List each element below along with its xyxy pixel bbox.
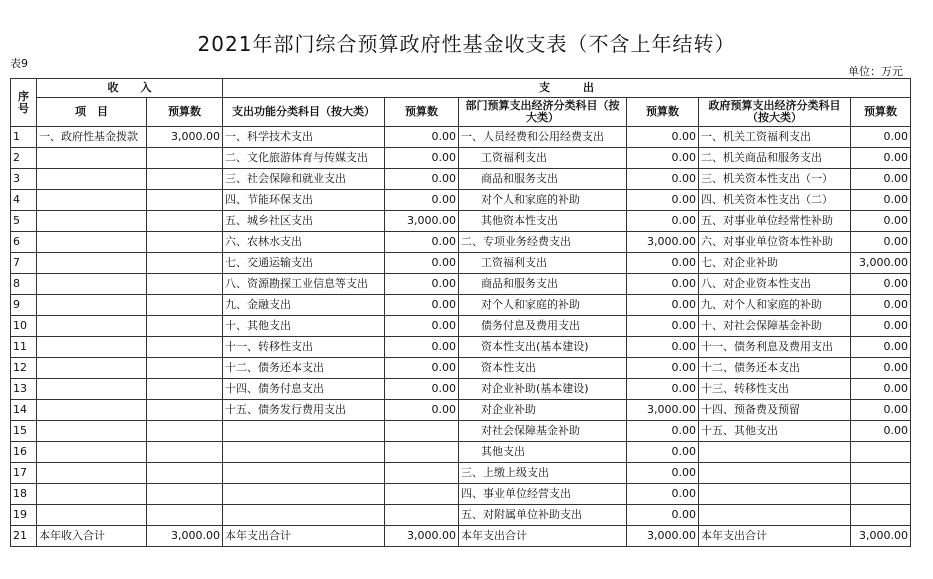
dept-amount: 0.00 — [627, 148, 699, 169]
income-item — [37, 442, 147, 463]
income-amount — [147, 400, 223, 421]
income-amount: 3,000.00 — [147, 526, 223, 547]
dept-item: 商品和服务支出 — [459, 274, 627, 295]
dept-amount: 0.00 — [627, 421, 699, 442]
income-amount — [147, 421, 223, 442]
header-func-class: 支出功能分类科目（按大类） — [223, 98, 385, 127]
dept-amount: 0.00 — [627, 463, 699, 484]
table-row — [11, 190, 911, 211]
dept-item: 五、对附属单位补助支出 — [459, 505, 627, 526]
func-amount: 0.00 — [385, 316, 459, 337]
row-seq: 6 — [11, 232, 37, 253]
income-amount — [147, 379, 223, 400]
func-item: 七、交通运输支出 — [223, 253, 385, 274]
gov-amount: 0.00 — [851, 421, 911, 442]
gov-amount: 3,000.00 — [851, 526, 911, 547]
income-amount — [147, 442, 223, 463]
func-item: 六、农林水支出 — [223, 232, 385, 253]
header-income-budget: 预算数 — [147, 98, 223, 127]
table-row — [11, 358, 911, 379]
func-item: 四、节能环保支出 — [223, 190, 385, 211]
header-func-budget: 预算数 — [385, 98, 459, 127]
row-seq: 19 — [11, 505, 37, 526]
dept-item: 对社会保障基金补助 — [459, 421, 627, 442]
row-seq: 7 — [11, 253, 37, 274]
dept-amount: 0.00 — [627, 505, 699, 526]
gov-amount: 0.00 — [851, 295, 911, 316]
dept-item: 对个人和家庭的补助 — [459, 190, 627, 211]
dept-item: 商品和服务支出 — [459, 169, 627, 190]
income-amount — [147, 232, 223, 253]
func-amount: 0.00 — [385, 295, 459, 316]
gov-item: 五、对事业单位经常性补助 — [699, 211, 851, 232]
table-row — [11, 274, 911, 295]
income-item — [37, 190, 147, 211]
gov-item: 十三、转移性支出 — [699, 379, 851, 400]
gov-item: 七、对企业补助 — [699, 253, 851, 274]
gov-amount: 0.00 — [851, 358, 911, 379]
table-number: 表9 — [10, 57, 28, 70]
header-item: 项 目 — [37, 98, 147, 127]
table-row — [11, 442, 911, 463]
table-row — [11, 421, 911, 442]
gov-amount: 0.00 — [851, 127, 911, 148]
row-seq: 17 — [11, 463, 37, 484]
func-amount: 0.00 — [385, 253, 459, 274]
income-item — [37, 358, 147, 379]
income-item — [37, 337, 147, 358]
dept-amount: 3,000.00 — [627, 400, 699, 421]
income-amount — [147, 274, 223, 295]
table-row — [11, 316, 911, 337]
row-seq: 21 — [11, 526, 37, 547]
row-seq: 2 — [11, 148, 37, 169]
income-amount — [147, 484, 223, 505]
func-amount: 0.00 — [385, 358, 459, 379]
row-seq: 5 — [11, 211, 37, 232]
dept-item: 对企业补助 — [459, 400, 627, 421]
income-amount — [147, 253, 223, 274]
dept-amount: 0.00 — [627, 190, 699, 211]
row-seq: 8 — [11, 274, 37, 295]
func-amount — [385, 442, 459, 463]
dept-amount: 0.00 — [627, 484, 699, 505]
income-amount — [147, 358, 223, 379]
func-amount: 0.00 — [385, 169, 459, 190]
header-income: 收 入 — [37, 79, 223, 98]
gov-amount: 0.00 — [851, 211, 911, 232]
gov-amount: 0.00 — [851, 169, 911, 190]
dept-amount: 0.00 — [627, 211, 699, 232]
header-seq: 序号 — [11, 79, 37, 127]
row-seq: 1 — [11, 127, 37, 148]
table-row — [11, 295, 911, 316]
func-item: 一、科学技术支出 — [223, 127, 385, 148]
header-gov-budget: 预算数 — [851, 98, 911, 127]
func-amount: 0.00 — [385, 379, 459, 400]
income-item — [37, 169, 147, 190]
row-seq: 3 — [11, 169, 37, 190]
gov-item: 八、对企业资本性支出 — [699, 274, 851, 295]
gov-item — [699, 442, 851, 463]
func-item — [223, 421, 385, 442]
income-item — [37, 274, 147, 295]
table-row — [11, 379, 911, 400]
header-dept-budget: 预算数 — [627, 98, 699, 127]
table-row — [11, 463, 911, 484]
income-amount — [147, 463, 223, 484]
income-item — [37, 484, 147, 505]
row-seq: 11 — [11, 337, 37, 358]
func-item — [223, 505, 385, 526]
gov-item: 十五、其他支出 — [699, 421, 851, 442]
income-item — [37, 232, 147, 253]
income-item — [37, 463, 147, 484]
table-row — [11, 484, 911, 505]
func-item: 十五、债务发行费用支出 — [223, 400, 385, 421]
func-amount: 0.00 — [385, 148, 459, 169]
dept-amount: 0.00 — [627, 442, 699, 463]
table-row — [11, 169, 911, 190]
dept-item: 二、专项业务经费支出 — [459, 232, 627, 253]
dept-item: 其他资本性支出 — [459, 211, 627, 232]
func-amount — [385, 463, 459, 484]
func-item: 二、文化旅游体育与传媒支出 — [223, 148, 385, 169]
gov-item: 九、对个人和家庭的补助 — [699, 295, 851, 316]
func-item: 十二、债务还本支出 — [223, 358, 385, 379]
func-item — [223, 442, 385, 463]
gov-item: 十、对社会保障基金补助 — [699, 316, 851, 337]
row-seq: 9 — [11, 295, 37, 316]
gov-item — [699, 463, 851, 484]
func-item — [223, 463, 385, 484]
income-amount — [147, 505, 223, 526]
income-amount — [147, 190, 223, 211]
dept-amount: 3,000.00 — [627, 526, 699, 547]
income-item — [37, 295, 147, 316]
income-amount — [147, 169, 223, 190]
gov-item: 本年支出合计 — [699, 526, 851, 547]
gov-amount: 0.00 — [851, 274, 911, 295]
func-item: 本年支出合计 — [223, 526, 385, 547]
dept-item: 债务付息及费用支出 — [459, 316, 627, 337]
dept-item: 资本性支出 — [459, 358, 627, 379]
dept-amount: 0.00 — [627, 358, 699, 379]
dept-item: 一、人员经费和公用经费支出 — [459, 127, 627, 148]
dept-item: 其他支出 — [459, 442, 627, 463]
income-amount: 3,000.00 — [147, 127, 223, 148]
dept-amount: 0.00 — [627, 337, 699, 358]
unit-label: 单位：万元 — [848, 65, 903, 78]
row-seq: 12 — [11, 358, 37, 379]
dept-amount: 0.00 — [627, 127, 699, 148]
gov-item — [699, 484, 851, 505]
dept-amount: 0.00 — [627, 379, 699, 400]
income-item — [37, 421, 147, 442]
income-item — [37, 379, 147, 400]
table-row — [11, 400, 911, 421]
func-amount — [385, 505, 459, 526]
dept-item: 工资福利支出 — [459, 148, 627, 169]
table-row — [11, 127, 911, 148]
gov-amount — [851, 442, 911, 463]
dept-amount: 0.00 — [627, 295, 699, 316]
dept-amount: 0.00 — [627, 253, 699, 274]
gov-item: 四、机关资本性支出（二） — [699, 190, 851, 211]
gov-amount: 0.00 — [851, 337, 911, 358]
gov-item: 二、机关商品和服务支出 — [699, 148, 851, 169]
gov-amount — [851, 484, 911, 505]
gov-amount: 0.00 — [851, 400, 911, 421]
func-amount — [385, 484, 459, 505]
income-amount — [147, 295, 223, 316]
func-amount: 3,000.00 — [385, 211, 459, 232]
gov-amount: 0.00 — [851, 232, 911, 253]
gov-amount: 0.00 — [851, 190, 911, 211]
row-seq: 10 — [11, 316, 37, 337]
dept-item: 四、事业单位经营支出 — [459, 484, 627, 505]
gov-item: 十四、预备费及预留 — [699, 400, 851, 421]
row-seq: 15 — [11, 421, 37, 442]
table-row — [11, 253, 911, 274]
dept-item: 对个人和家庭的补助 — [459, 295, 627, 316]
dept-item: 工资福利支出 — [459, 253, 627, 274]
gov-item: 一、机关工资福利支出 — [699, 127, 851, 148]
row-seq: 4 — [11, 190, 37, 211]
row-seq: 13 — [11, 379, 37, 400]
income-amount — [147, 148, 223, 169]
dept-amount: 0.00 — [627, 169, 699, 190]
header-expense: 支 出 — [223, 79, 911, 98]
budget-table — [10, 78, 911, 547]
income-item — [37, 505, 147, 526]
func-amount: 0.00 — [385, 400, 459, 421]
func-amount: 0.00 — [385, 274, 459, 295]
income-item: 本年收入合计 — [37, 526, 147, 547]
income-item — [37, 400, 147, 421]
income-item — [37, 316, 147, 337]
row-seq: 14 — [11, 400, 37, 421]
gov-item: 十二、债务还本支出 — [699, 358, 851, 379]
table-row — [11, 337, 911, 358]
income-item: 一、政府性基金拨款 — [37, 127, 147, 148]
gov-amount — [851, 505, 911, 526]
income-item — [37, 211, 147, 232]
func-amount: 0.00 — [385, 232, 459, 253]
income-amount — [147, 316, 223, 337]
func-item: 九、金融支出 — [223, 295, 385, 316]
income-item — [37, 253, 147, 274]
func-amount: 0.00 — [385, 190, 459, 211]
func-item: 十、其他支出 — [223, 316, 385, 337]
table-row — [11, 232, 911, 253]
dept-amount: 3,000.00 — [627, 232, 699, 253]
income-amount — [147, 211, 223, 232]
table-row — [11, 526, 911, 547]
row-seq: 16 — [11, 442, 37, 463]
gov-item: 十一、债务利息及费用支出 — [699, 337, 851, 358]
func-amount — [385, 421, 459, 442]
func-item: 三、社会保障和就业支出 — [223, 169, 385, 190]
header-dept-econ: 部门预算支出经济分类科目（按大类） — [459, 98, 627, 127]
dept-amount: 0.00 — [627, 274, 699, 295]
income-amount — [147, 337, 223, 358]
gov-item — [699, 505, 851, 526]
header-gov-econ: 政府预算支出经济分类科目（按大类） — [699, 98, 851, 127]
func-item: 五、城乡社区支出 — [223, 211, 385, 232]
gov-amount: 0.00 — [851, 316, 911, 337]
gov-amount: 3,000.00 — [851, 253, 911, 274]
dept-item: 资本性支出(基本建设) — [459, 337, 627, 358]
page-title: 2021年部门综合预算政府性基金收支表（不含上年结转） — [197, 32, 736, 56]
func-amount: 0.00 — [385, 337, 459, 358]
table-row — [11, 211, 911, 232]
income-item — [37, 148, 147, 169]
gov-item: 六、对事业单位资本性补助 — [699, 232, 851, 253]
table-row — [11, 505, 911, 526]
func-item: 十四、债务付息支出 — [223, 379, 385, 400]
gov-item: 三、机关资本性支出（一） — [699, 169, 851, 190]
dept-amount: 0.00 — [627, 316, 699, 337]
dept-item: 对企业补助(基本建设) — [459, 379, 627, 400]
gov-amount — [851, 463, 911, 484]
table-row — [11, 148, 911, 169]
dept-item: 三、上缴上级支出 — [459, 463, 627, 484]
func-item: 十一、转移性支出 — [223, 337, 385, 358]
func-item — [223, 484, 385, 505]
func-item: 八、资源勘探工业信息等支出 — [223, 274, 385, 295]
dept-item: 本年支出合计 — [459, 526, 627, 547]
gov-amount: 0.00 — [851, 148, 911, 169]
row-seq: 18 — [11, 484, 37, 505]
gov-amount: 0.00 — [851, 379, 911, 400]
func-amount: 0.00 — [385, 127, 459, 148]
func-amount: 3,000.00 — [385, 526, 459, 547]
